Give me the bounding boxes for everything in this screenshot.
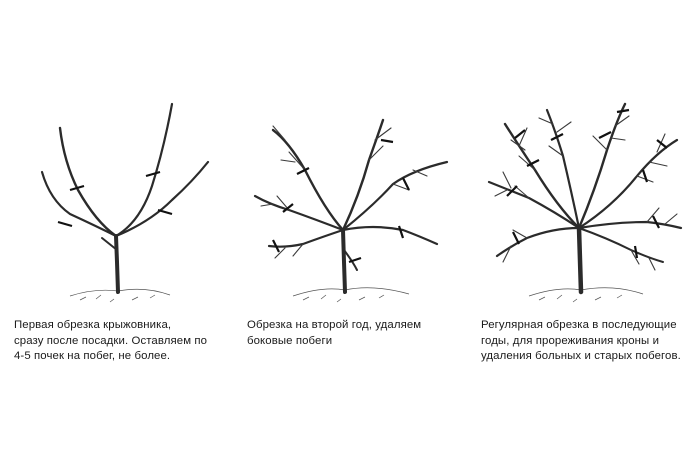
cut-marks-2: [273, 140, 409, 262]
caption-first-pruning: [14, 318, 207, 365]
branches-1: [42, 104, 208, 250]
caption-line: Регулярная обрезка в последующие: [481, 319, 677, 331]
branches-3: [489, 104, 681, 262]
panel-first-pruning: [0, 0, 233, 467]
caption-line: боковые побеги: [247, 334, 333, 347]
branches-2: [255, 120, 447, 270]
caption-regular-pruning: [481, 318, 681, 365]
trunk-2: [343, 230, 345, 292]
caption-line: удаления больных и старых побегов.: [481, 350, 681, 362]
caption-line: Первая обрезка крыжовника,: [14, 319, 172, 331]
ground-3: [529, 288, 643, 302]
ground-2: [293, 288, 409, 302]
panel-second-year-pruning: [233, 0, 467, 467]
tree-illustration-1: [0, 0, 233, 310]
panel-regular-pruning: [467, 0, 700, 467]
twigs-3: [495, 116, 677, 270]
caption-second-year-pruning: [247, 318, 421, 349]
tree-illustration-2: [233, 0, 467, 310]
caption-line: сразу после посадки. Оставляем по: [14, 334, 208, 347]
ground-1: [70, 289, 170, 302]
caption-line: годы, для прореживания кроны и: [481, 334, 660, 347]
caption-line: Обрезка на второй год, удаляем: [247, 319, 422, 331]
trunk-3: [579, 228, 581, 292]
trunk-1: [116, 236, 118, 292]
tree-illustration-3: [467, 0, 700, 310]
caption-line: 4-5 почек на побег, не более.: [14, 350, 171, 362]
